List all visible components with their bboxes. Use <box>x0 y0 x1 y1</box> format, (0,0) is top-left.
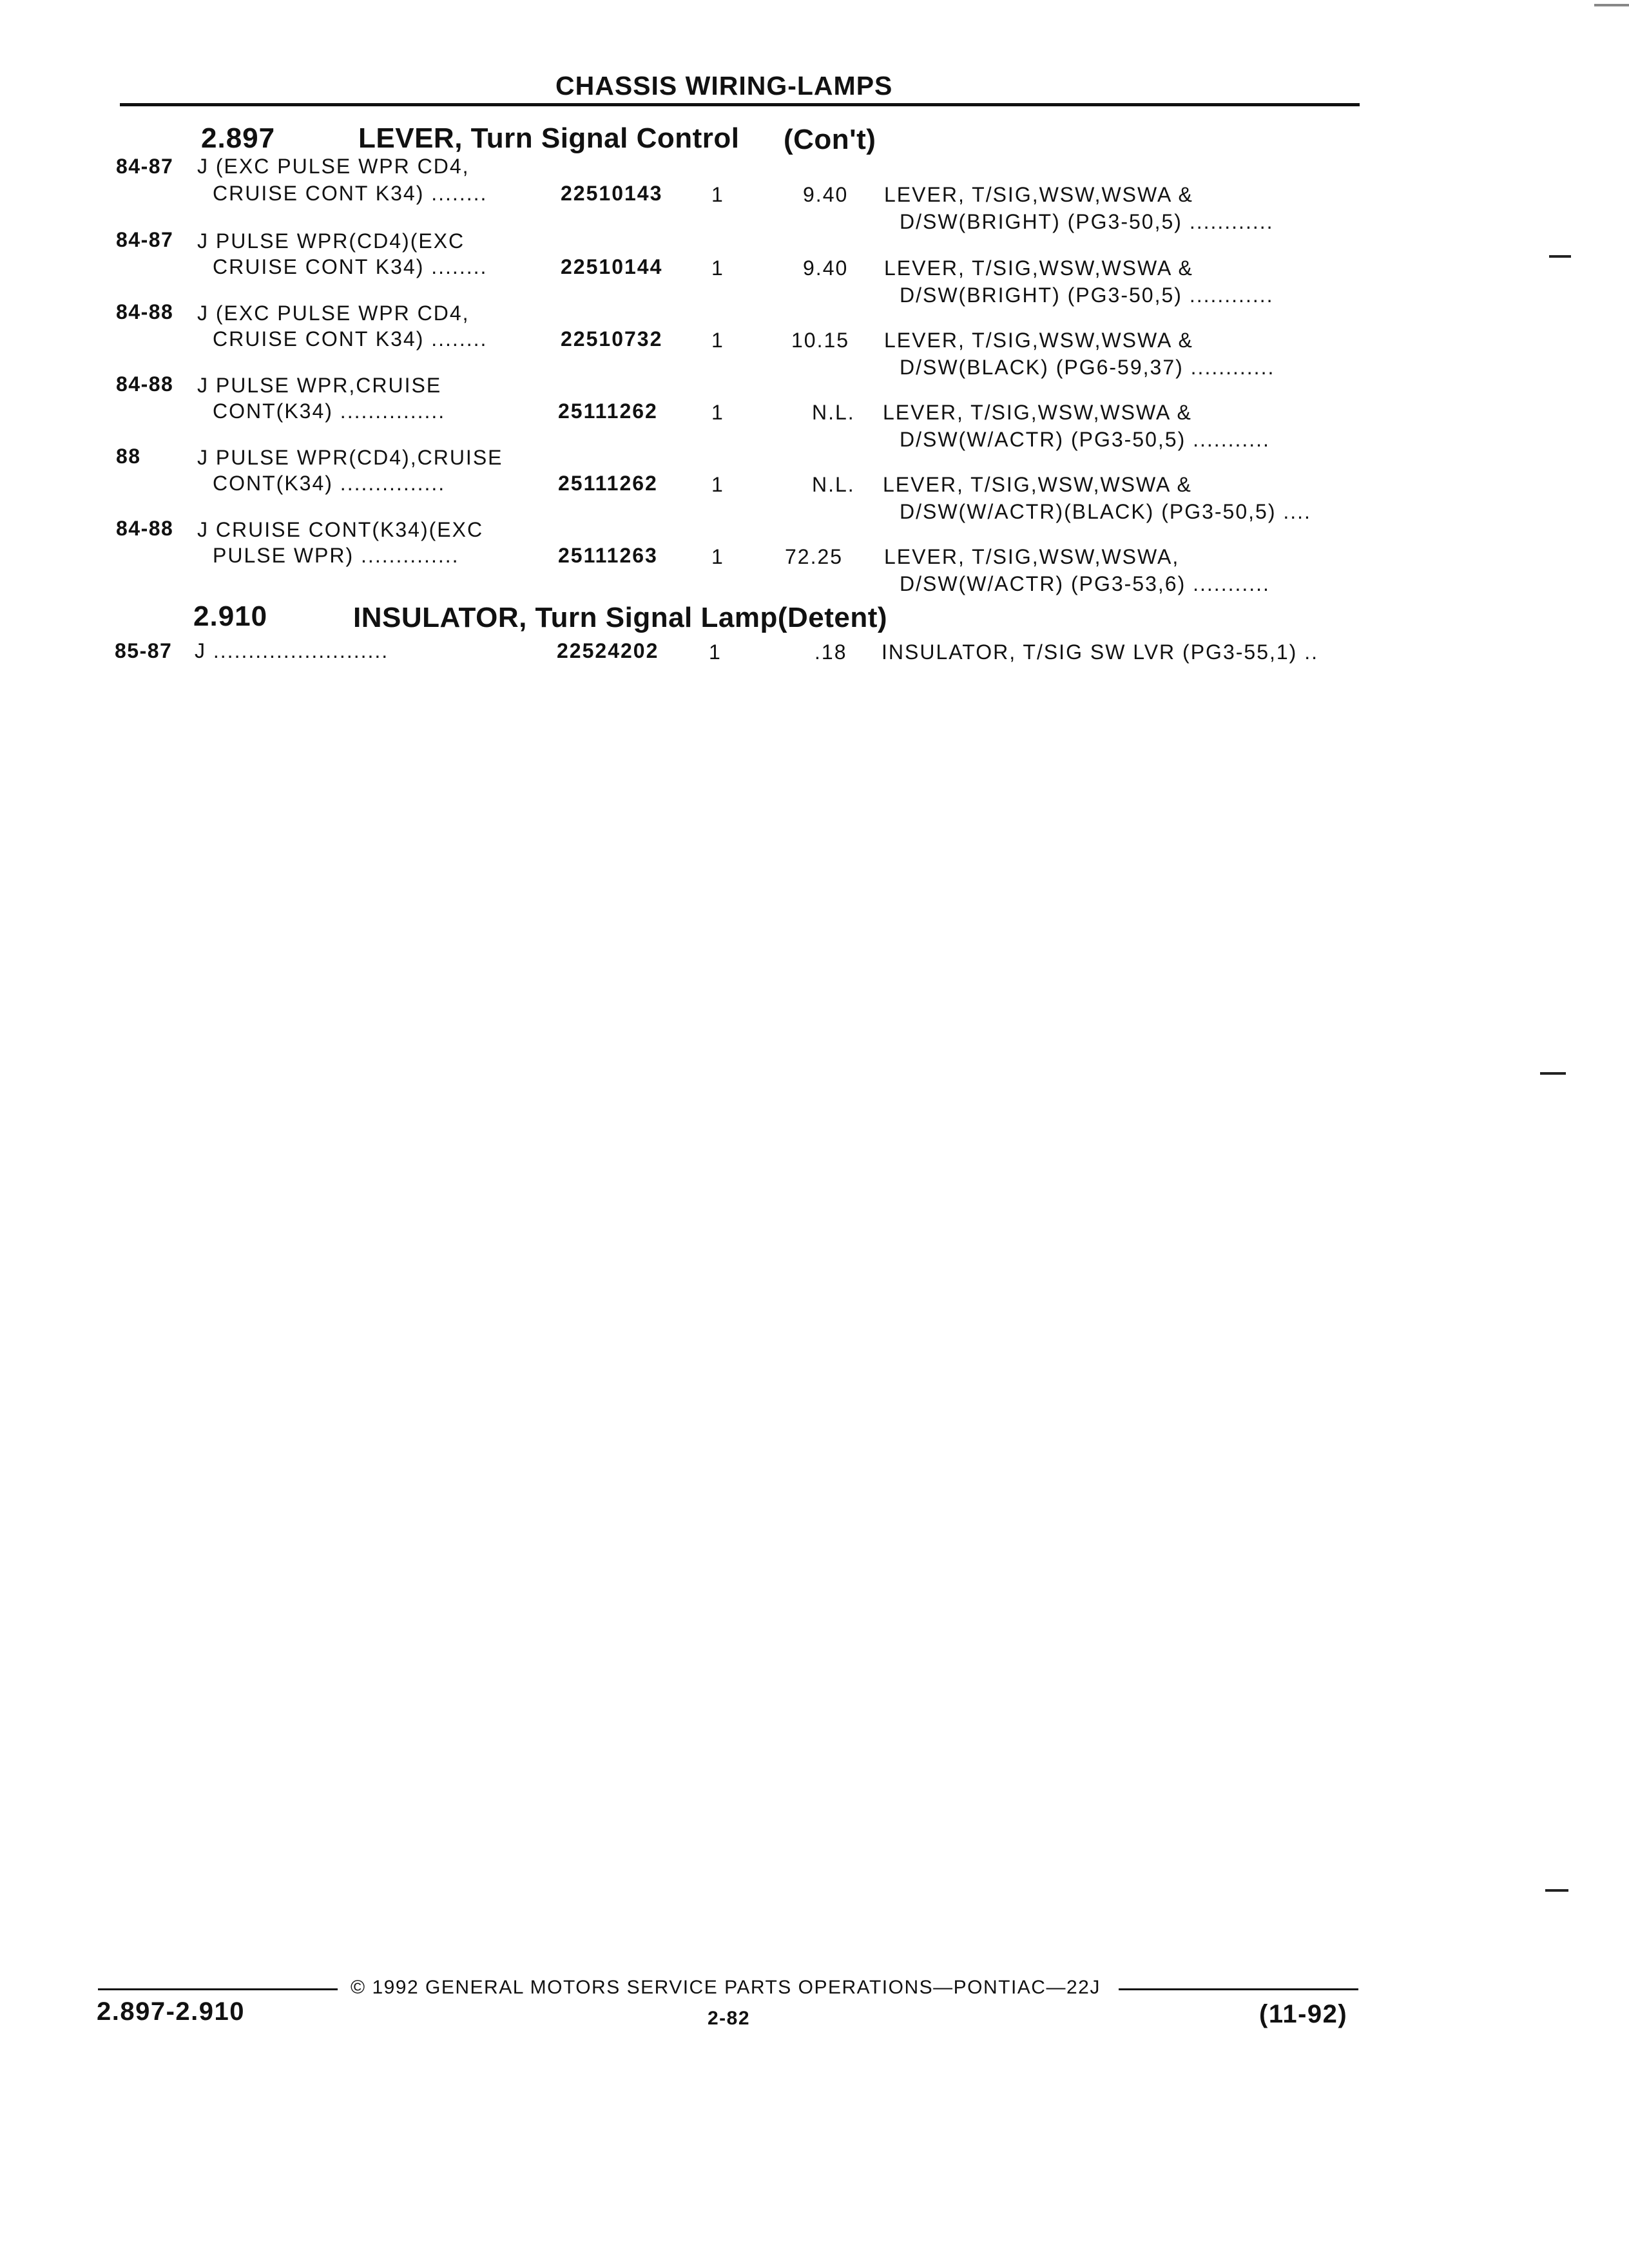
margin-mark <box>1594 4 1629 6</box>
header-rule <box>120 103 1360 106</box>
item-price: 9.40 <box>803 256 849 280</box>
item-years: 84-88 <box>116 300 174 323</box>
footer-rule-right <box>1119 1988 1358 1990</box>
item-description-cont: D/SW(W/ACTR) (PG3-53,6) ........... <box>900 572 1270 595</box>
footer-range: 2.897-2.910 <box>97 1997 246 2026</box>
margin-mark <box>1540 1072 1566 1075</box>
item-part-number: 22510144 <box>561 255 663 278</box>
item-description-cont: D/SW(W/ACTR)(BLACK) (PG3-50,5) .... <box>900 500 1311 523</box>
item-quantity: 1 <box>709 640 722 664</box>
item-condition: J PULSE WPR,CRUISE <box>197 374 442 397</box>
item-part-number: 22510732 <box>561 327 663 351</box>
item-description: INSULATOR, T/SIG SW LVR (PG3-55,1) .. <box>882 640 1318 664</box>
item-years: 84-88 <box>116 517 174 540</box>
section-title: INSULATOR, Turn Signal Lamp(Detent) <box>353 602 888 633</box>
item-condition: J PULSE WPR(CD4)(EXC <box>197 229 465 253</box>
item-description: LEVER, T/SIG,WSW,WSWA & <box>884 183 1193 206</box>
item-description: LEVER, T/SIG,WSW,WSWA & <box>884 256 1193 280</box>
item-condition: J (EXC PULSE WPR CD4, <box>197 302 470 325</box>
page-title: CHASSIS WIRING-LAMPS <box>555 71 893 101</box>
item-part-number: 25111262 <box>558 399 658 423</box>
item-price: 9.40 <box>803 183 849 206</box>
item-years: 84-88 <box>116 372 174 396</box>
footer-rule-left <box>98 1988 338 1990</box>
item-description: LEVER, T/SIG,WSW,WSWA & <box>883 473 1192 496</box>
item-quantity: 1 <box>711 401 724 424</box>
item-description-cont: D/SW(BRIGHT) (PG3-50,5) ............ <box>900 284 1274 307</box>
item-condition-cont: CRUISE CONT K34) ........ <box>213 255 488 278</box>
item-description-cont: D/SW(BRIGHT) (PG3-50,5) ............ <box>900 210 1274 233</box>
item-years: 85-87 <box>115 639 173 662</box>
item-condition: J (EXC PULSE WPR CD4, <box>197 155 470 178</box>
item-price: 72.25 <box>785 545 843 568</box>
item-description: LEVER, T/SIG,WSW,WSWA, <box>884 545 1180 568</box>
margin-mark <box>1545 1889 1568 1892</box>
section-title: LEVER, Turn Signal Control <box>358 122 740 154</box>
item-description-cont: D/SW(BLACK) (PG6-59,37) ............ <box>900 356 1275 379</box>
item-description: LEVER, T/SIG,WSW,WSWA & <box>884 329 1193 352</box>
item-description: LEVER, T/SIG,WSW,WSWA & <box>883 401 1192 424</box>
item-condition: J CRUISE CONT(K34)(EXC <box>197 518 484 541</box>
item-part-number: 25111262 <box>558 472 658 495</box>
margin-mark <box>1549 255 1571 258</box>
item-part-number: 22524202 <box>557 639 659 662</box>
item-condition-cont: CONT(K34) ............... <box>213 399 446 423</box>
item-description-cont: D/SW(W/ACTR) (PG3-50,5) ........... <box>900 428 1270 451</box>
item-quantity: 1 <box>711 183 724 206</box>
item-price: N.L. <box>812 473 855 496</box>
item-years: 84-87 <box>116 228 174 251</box>
item-years: 88 <box>116 445 141 468</box>
item-condition-cont: CONT(K34) ............... <box>213 472 446 495</box>
item-part-number: 25111263 <box>558 544 658 567</box>
item-quantity: 1 <box>711 329 724 352</box>
item-price: N.L. <box>812 401 855 424</box>
item-condition: J PULSE WPR(CD4),CRUISE <box>197 446 503 469</box>
item-quantity: 1 <box>711 256 724 280</box>
section-number: 2.897 <box>201 122 276 154</box>
section-number: 2.910 <box>193 601 268 632</box>
section-continued: (Con't) <box>784 124 876 155</box>
item-condition: J ......................... <box>195 639 389 662</box>
footer-copyright: © 1992 GENERAL MOTORS SERVICE PARTS OPERATIONS—PONTIAC—22J <box>351 1977 1101 1998</box>
item-price: 10.15 <box>791 329 850 352</box>
footer-date: (11-92) <box>1259 2000 1348 2028</box>
item-condition-cont: PULSE WPR) .............. <box>213 544 459 567</box>
page-number: 2-82 <box>708 2008 751 2029</box>
item-price: .18 <box>815 640 847 664</box>
item-condition-cont: CRUISE CONT K34) ........ <box>213 182 488 205</box>
item-part-number: 22510143 <box>561 182 663 205</box>
item-years: 84-87 <box>116 155 174 178</box>
item-quantity: 1 <box>711 545 724 568</box>
item-quantity: 1 <box>711 473 724 496</box>
item-condition-cont: CRUISE CONT K34) ........ <box>213 327 488 351</box>
